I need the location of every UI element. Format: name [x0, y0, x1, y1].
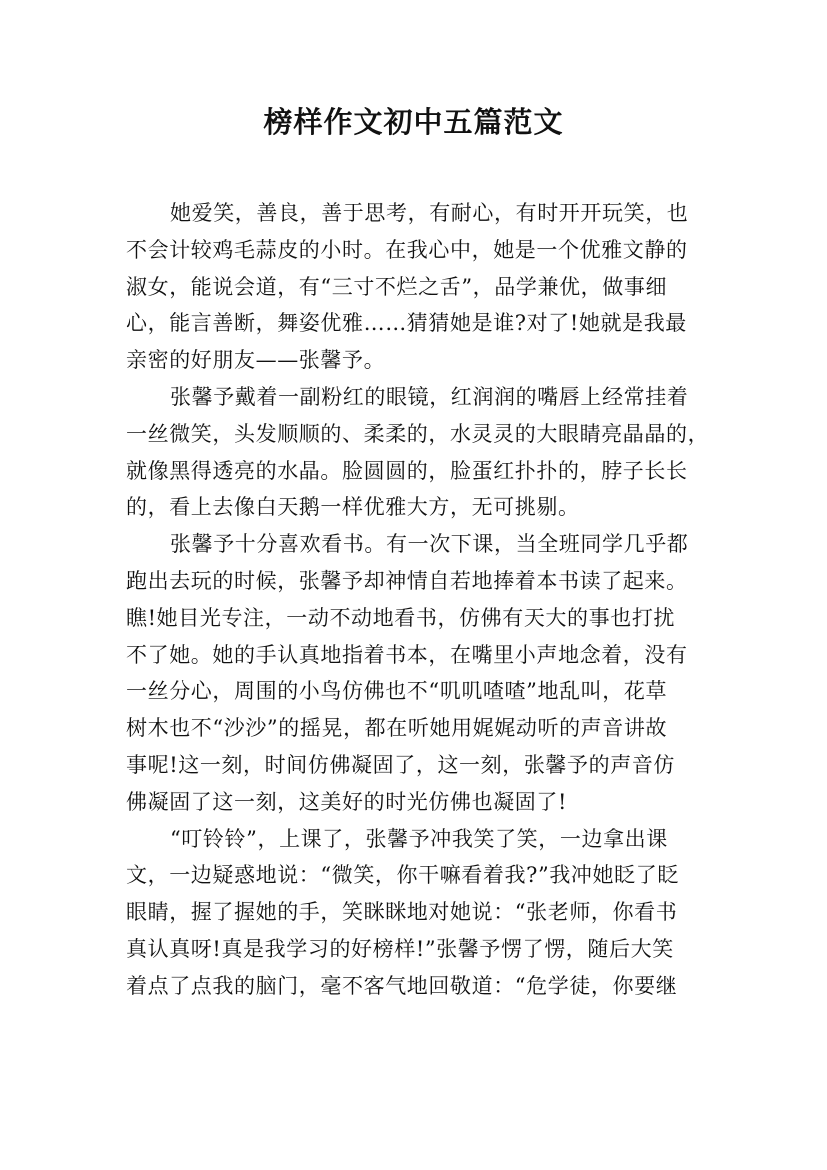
paragraph-line: 的，看上去像白天鹅一样优雅大方，无可挑剔。	[126, 495, 580, 520]
paragraph-line: 淑女，能说会道，有“三寸不烂之舌”，品学兼优，做事细	[126, 274, 668, 299]
paragraph-line: 文，一边疑惑地说：“微笑，你干嘛看着我?”我冲她眨了眨	[126, 863, 679, 888]
paragraph-line: 不会计较鸡毛蒜皮的小时。在我心中，她是一个优雅文静的	[126, 237, 688, 262]
paragraph-line: 事呢!这一刻，时间仿佛凝固了，这一刻，张馨予的声音仿	[126, 752, 676, 777]
paragraph-first-line: 她爱笑，善良，善于思考，有耐心，有时开开玩笑，也	[170, 201, 689, 225]
paragraph-line: 亲密的好朋友——张馨予。	[126, 348, 386, 373]
document-title: 榜样作文初中五篇范文	[263, 105, 564, 139]
paragraph-line: 一丝微笑，头发顺顺的、柔柔的，水灵灵的大眼睛亮晶晶的，	[126, 421, 710, 446]
paragraph-line: 跑出去玩的时候，张馨予却神情自若地捧着本书读了起来。	[126, 568, 688, 593]
paragraph-line: 着点了点我的脑门，毫不客气地回敬道：“危学徒，你要继	[126, 973, 678, 998]
paragraph-line: 眼睛，握了握她的手，笑眯眯地对她说：“张老师，你看书	[126, 900, 678, 925]
paragraph-first-line: 张馨予戴着一副粉红的眼镜，红润润的嘴唇上经常挂着	[170, 384, 689, 409]
paragraph-line: 树木也不“沙沙”的摇晃，都在听她用娓娓动听的声音讲故	[126, 716, 668, 741]
paragraph-first-line: 张馨予十分喜欢看书。有一次下课，当全班同学几乎都	[170, 532, 689, 557]
paragraph-line: 佛凝固了这一刻，这美好的时光仿佛也凝固了!	[126, 789, 568, 814]
paragraph-line: 心，能言善断，舞姿优雅……猜猜她是谁?对了!她就是我最	[126, 311, 687, 336]
document-body	[126, 195, 716, 1005]
paragraph-line: 一丝分心，周围的小鸟仿佛也不“叽叽喳喳”地乱叫，花草	[126, 679, 668, 704]
paragraph-line: 真认真呀!真是我学习的好榜样!”张馨予愣了愣，随后大笑	[126, 936, 674, 961]
paragraph-line: 就像黑得透亮的水晶。脸圆圆的，脸蛋红扑扑的，脖子长长	[126, 458, 688, 483]
paragraph-line: 瞧!她目光专注，一动不动地看书，仿佛有天大的事也打扰	[126, 605, 676, 630]
paragraph-line: 不了她。她的手认真地指着书本，在嘴里小声地念着，没有	[126, 642, 688, 667]
paragraph-first-line: “叮铃铃”，上课了，张馨予冲我笑了笑，一边拿出课	[170, 826, 668, 851]
